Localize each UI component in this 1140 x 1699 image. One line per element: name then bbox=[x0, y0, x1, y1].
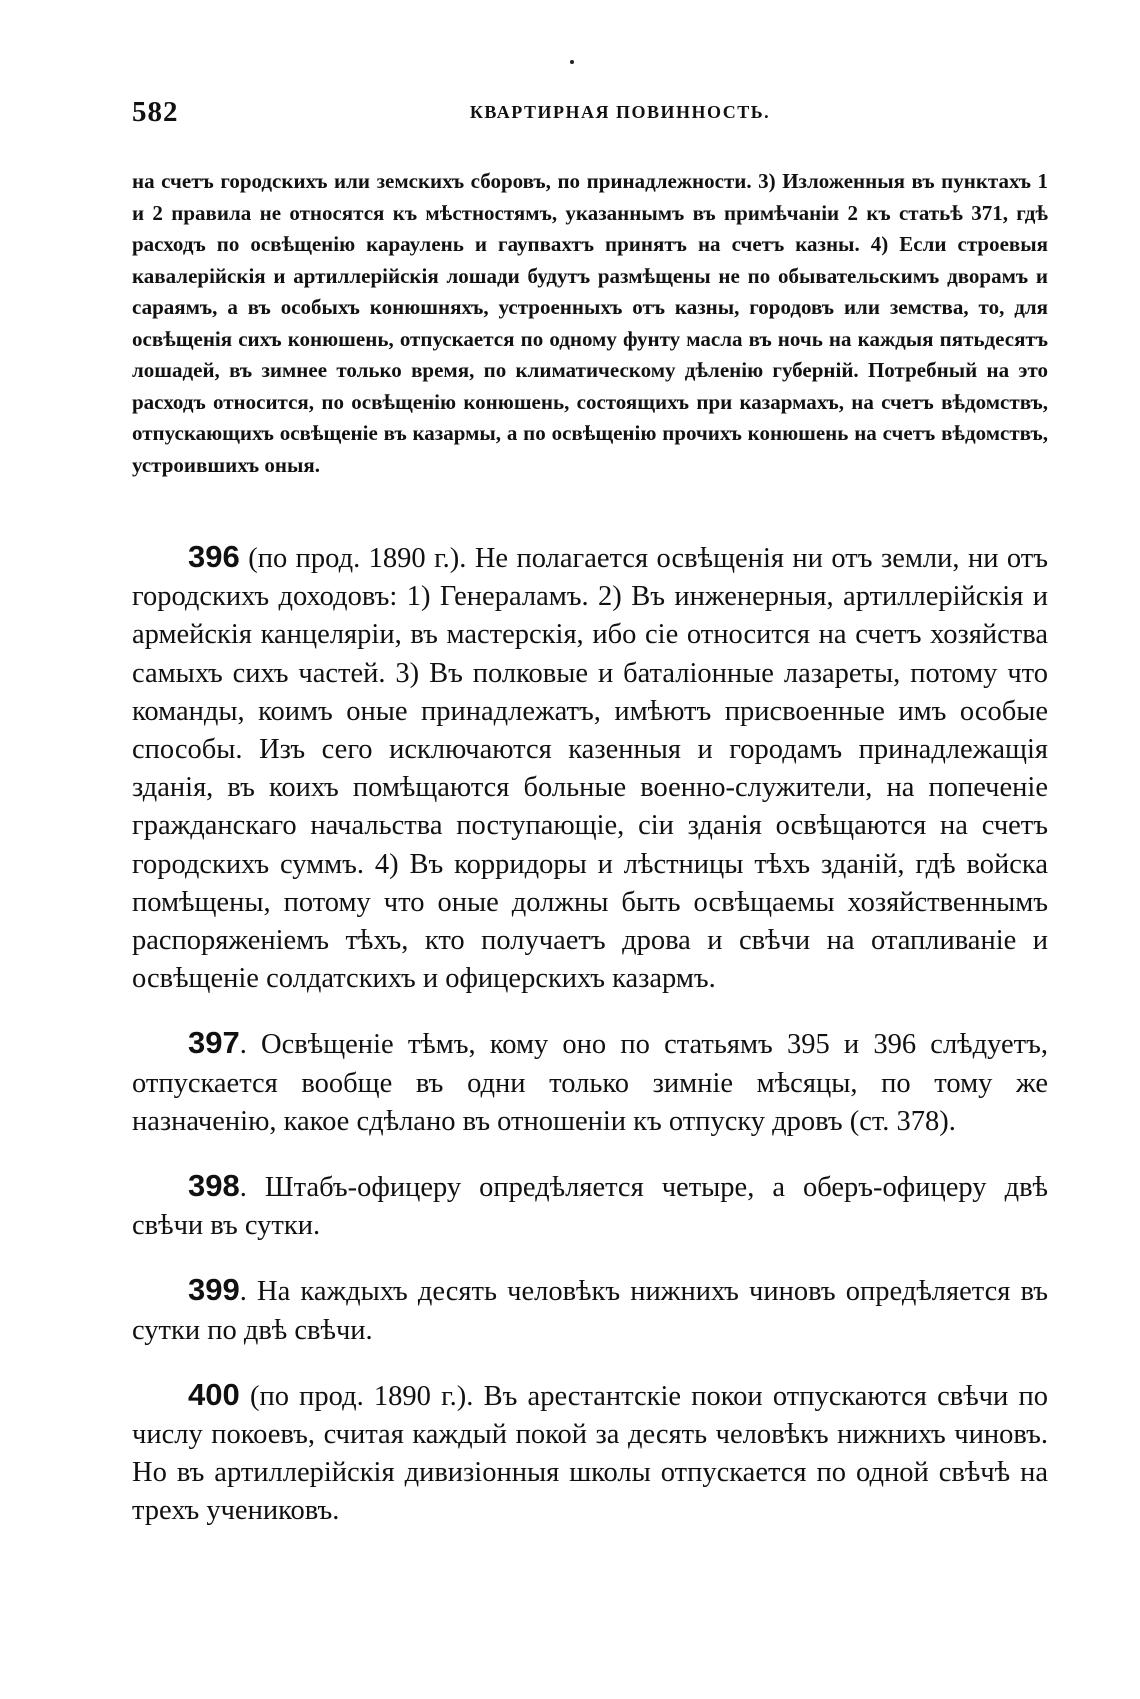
page-header bbox=[132, 96, 1048, 136]
page-number: 582 bbox=[132, 96, 179, 128]
article-text: . На каждыхъ десять человѣкъ нижнихъ чиновъ опредѣляется въ сутки по двѣ свѣчи. bbox=[132, 1276, 1048, 1346]
article-number: 396 bbox=[188, 539, 240, 574]
article-400 bbox=[132, 1376, 1048, 1531]
running-title: КВАРТИРНАЯ ПОВИННОСТЬ. bbox=[469, 102, 771, 122]
article-text: . Освѣщеніе тѣмъ, кому оно по статьямъ 395 и 396 слѣдуетъ, отпускается вообще въ одни только зимніе мѣсяцы, по тому же назначенію, какое сдѣлано въ отношеніи къ отпуску дровъ (ст. 378). bbox=[132, 1029, 1048, 1137]
article-number: 397 bbox=[188, 1025, 240, 1061]
article-text: (по прод. 1890 г.). Въ арестантскіе покои отпускаются свѣчи по числу покоевъ, считая каждый покой за десять человѣкъ нижнихъ чиновъ. Но въ артиллерійскія дивизіонныя школы отпускается по одной свѣчѣ на трехъ учениковъ. bbox=[132, 1380, 1048, 1527]
article-396 bbox=[132, 538, 1048, 998]
continuation-paragraph: на счетъ городскихъ или земскихъ сборовъ, по принадлежности. 3) Изложенныя въ пунктахъ 1 и 2 правила не относятся къ мѣстностямъ, указаннымъ въ примѣчаніи 2 къ статьѣ 371, гдѣ расходъ по освѣщенію караулень и гаупвахтъ принятъ на счетъ казны. 4) Если строевыя кавалерійскія и артиллерійскія лошади будутъ размѣщены не по обывательскимъ дворамъ и сараямъ, а въ особыхъ конюшняхъ, устроенныхъ отъ казны, городовъ или земства, то, для освѣщенія сихъ конюшень, отпускается по одному фунту масла въ ночь на каждыя пятьдесятъ лошадей, въ зимнее только время, по климатическому дѣленію губерній. Потребный на это расходъ относится, по освѣщенію конюшень, состоящихъ при казармахъ, на счетъ вѣдомствъ, отпускающихъ освѣщеніе въ казармы, а по освѣщенію прочихъ конюшень на счетъ вѣдомствъ, устроившихъ оныя. bbox=[132, 169, 1048, 477]
article-397 bbox=[132, 1024, 1048, 1141]
article-number: 398 bbox=[188, 1168, 240, 1204]
articles-block bbox=[132, 538, 1048, 1531]
print-speck bbox=[570, 60, 574, 64]
article-398 bbox=[132, 1167, 1048, 1245]
article-399 bbox=[132, 1271, 1048, 1349]
article-number: 400 bbox=[188, 1376, 240, 1412]
article-number: 399 bbox=[188, 1272, 240, 1308]
article-text: . Штабъ-офицеру опредѣляется четыре, а оберъ-офицеру двѣ свѣчи въ сутки. bbox=[132, 1172, 1048, 1242]
article-text: (по прод. 1890 г.). Не полагается освѣщенія ни отъ земли, ни отъ городскихъ доходовъ: 1) Генераламъ. 2) Въ инженерныя, артиллерійскія и армейскія канцеляріи, въ мастерскія, ибо сіе относится на счетъ хозяйства самыхъ сихъ частей. 3) Въ полковые и баталіонные лазареты, потому что команды, коимъ оные принадлежатъ, имѣютъ присвоенные имъ особые способы. Изъ сего исключаются казенныя и городамъ принадлежащія зданія, въ коихъ помѣщаются больные военно-служители, на попеченіе гражданскаго начальства поступающіе, сіи зданія освѣщаются на счетъ городскихъ суммъ. 4) Въ корридоры и лѣстницы тѣхъ зданій, гдѣ войска помѣщены, потому что оные должны быть освѣщаемы хозяйственнымъ распоряженіемъ тѣхъ, кто получаетъ дрова и свѣчи на отапливаніе и освѣщеніе солдатскихъ и офицерскихъ казармъ. bbox=[132, 543, 1048, 995]
